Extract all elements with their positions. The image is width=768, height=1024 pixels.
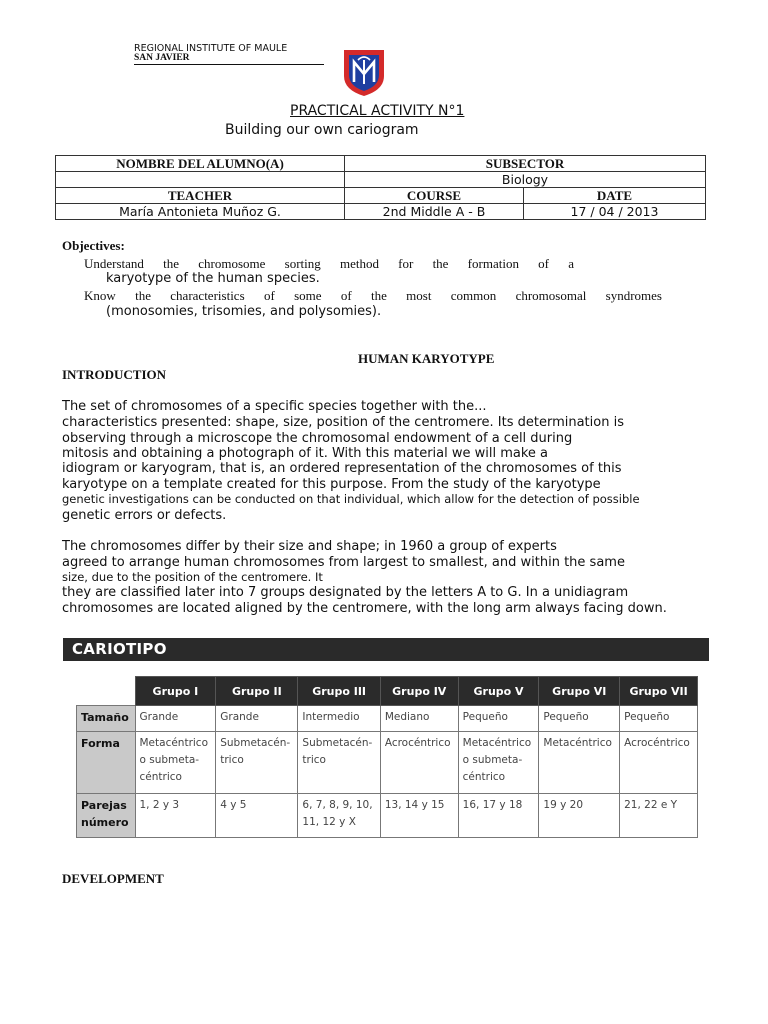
table-cell: Pequeño (458, 706, 539, 732)
karyotype-figure-title: CARIOTIPO (72, 640, 167, 658)
table-cell: 6, 7, 8, 9, 10, 11, 12 y X (298, 794, 380, 838)
objective-2-line-2: (monosomies, trisomies, and polysomies). (106, 304, 382, 319)
table-cell: Metacéntrico o submeta- céntrico (135, 732, 216, 794)
development-heading: DEVELOPMENT (62, 871, 164, 886)
date-value: 17 / 04 / 2013 (524, 204, 706, 220)
intro-p1-line: idiogram or karyogram, that is, an ordered representation of the chromosomes of this (62, 461, 622, 476)
student-name-label: NOMBRE DEL ALUMNO(A) (56, 156, 345, 172)
subsector-label: SUBSECTOR (345, 156, 706, 172)
intro-p2-line: agreed to arrange human chromosomes from largest to smallest, and within the same (62, 555, 625, 570)
section-title: HUMAN KARYOTYPE (358, 351, 495, 366)
header-underline (134, 64, 324, 65)
intro-p1-line: The set of chromosomes of a specific species together with the... (62, 399, 487, 414)
table-cell: Metacéntrico (539, 732, 620, 794)
group-header: Grupo II (216, 677, 298, 706)
table-cell: Pequeño (620, 706, 698, 732)
intro-p2-line: chromosomes are located aligned by the centromere, with the long arm always facing down. (62, 601, 667, 616)
group-header: Grupo VII (620, 677, 698, 706)
group-header: Grupo III (298, 677, 380, 706)
teacher-label: TEACHER (56, 188, 345, 204)
table-cell: 1, 2 y 3 (135, 794, 216, 838)
row-header-size: Tamaño (77, 706, 136, 732)
objective-1-line-2: karyotype of the human species. (106, 271, 320, 286)
intro-p1-line: observing through a microscope the chromosomal endowment of a cell during (62, 431, 573, 446)
table-cell: Acrocéntrico (380, 732, 458, 794)
date-label: DATE (524, 188, 706, 204)
group-header: Grupo V (458, 677, 539, 706)
student-info-table (55, 155, 706, 220)
objective-2-line-1: Know the characteristics of some of the most common chromosomal syndromes (84, 288, 662, 303)
table-cell: Grande (216, 706, 298, 732)
table-cell: Submetacén- trico (216, 732, 298, 794)
table-cell: Metacéntrico o submeta- céntrico (458, 732, 539, 794)
institute-name: REGIONAL INSTITUTE OF MAULE (134, 43, 288, 54)
intro-p2-line: The chromosomes differ by their size and shape; in 1960 a group of experts (62, 539, 557, 554)
row-header-pairs: Parejas número (77, 794, 136, 838)
campus-name: SAN JAVIER (134, 53, 190, 63)
intro-p1-line: mitosis and obtaining a photograph of it. With this material we will make a (62, 446, 549, 461)
table-cell: Mediano (380, 706, 458, 732)
objective-1-line-1: Understand the chromosome sorting method for the formation of a (84, 256, 574, 271)
teacher-value: María Antonieta Muñoz G. (56, 204, 345, 220)
table-cell: Intermedio (298, 706, 380, 732)
table-cell: 13, 14 y 15 (380, 794, 458, 838)
intro-p2-line: size, due to the position of the centromere. It (62, 570, 323, 584)
school-crest-icon (340, 46, 388, 98)
intro-p2-line: they are classified later into 7 groups designated by the letters A to G. In a unidiagram (62, 585, 629, 600)
group-header: Grupo IV (380, 677, 458, 706)
group-header: Grupo VI (539, 677, 620, 706)
student-name-value (56, 172, 345, 188)
intro-p1-line: genetic investigations can be conducted on that individual, which allow for the detection of possible (62, 492, 640, 506)
table-cell: 19 y 20 (539, 794, 620, 838)
intro-p1-line: characteristics presented: shape, size, position of the centromere. Its determination is (62, 415, 624, 430)
intro-p1-line: karyotype on a template created for this purpose. From the study of the karyotype (62, 477, 601, 492)
table-cell: 21, 22 e Y (620, 794, 698, 838)
table-cell: 16, 17 y 18 (458, 794, 539, 838)
table-cell: 4 y 5 (216, 794, 298, 838)
introduction-heading: INTRODUCTION (62, 367, 167, 382)
page-title: PRACTICAL ACTIVITY N°1 (290, 103, 465, 119)
karyotype-table (76, 676, 698, 838)
group-header: Grupo I (135, 677, 216, 706)
course-label: COURSE (345, 188, 524, 204)
table-cell: Grande (135, 706, 216, 732)
intro-p1-line: genetic errors or defects. (62, 508, 227, 523)
table-cell: Pequeño (539, 706, 620, 732)
table-cell: Submetacén- trico (298, 732, 380, 794)
table-cell: Acrocéntrico (620, 732, 698, 794)
subsector-value: Biology (345, 172, 706, 188)
course-value: 2nd Middle A - B (345, 204, 524, 220)
table-corner (77, 677, 136, 706)
objectives-heading: Objectives: (62, 238, 125, 253)
row-header-shape: Forma (77, 732, 136, 794)
page-subtitle: Building our own cariogram (225, 122, 419, 138)
